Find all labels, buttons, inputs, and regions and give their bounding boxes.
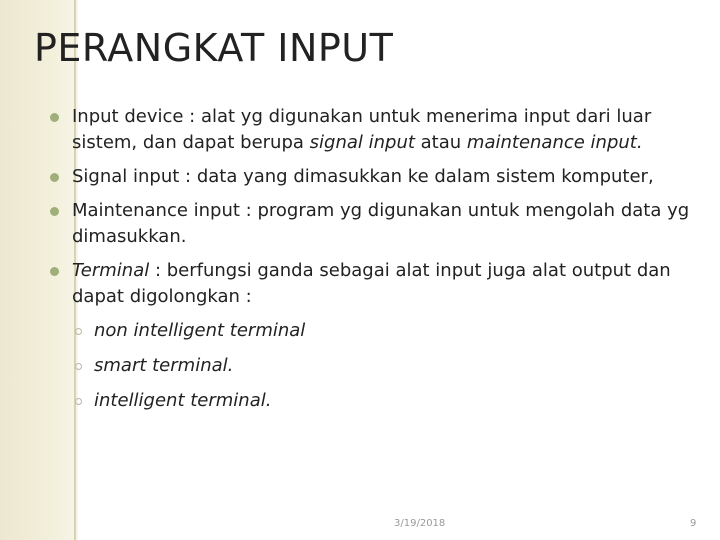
bullet-text: Maintenance input : program yg digunakan untuk mengolah data yg dimasukkan. — [72, 200, 690, 247]
bullet-marker — [50, 113, 59, 122]
bullet-item-signal-input — [50, 164, 690, 190]
bullet-item-maintenance-input — [50, 198, 690, 250]
bullet-text — [72, 104, 690, 156]
sub-bullet-item — [72, 353, 690, 379]
bullet-text-segment: Input device : alat yg digunakan untuk menerima input dari luar sistem, dan dapat berupa — [72, 106, 652, 153]
sub-bullet-item — [72, 388, 690, 414]
bullet-item-terminal — [50, 258, 690, 414]
slide-title: PERANGKAT INPUT — [34, 26, 394, 70]
bullet-marker — [50, 173, 59, 182]
footer-page-number: 9 — [690, 518, 697, 529]
sub-bullet-marker — [75, 328, 82, 335]
sub-bullet-text: smart terminal. — [94, 355, 234, 376]
bullet-list — [50, 104, 690, 423]
bullet-text-segment-italic: signal input — [309, 132, 415, 153]
bullet-text-segment: atau — [414, 132, 467, 153]
bullet-text: Signal input : data yang dimasukkan ke dalam sistem komputer, — [72, 166, 654, 187]
sub-bullet-marker — [75, 398, 82, 405]
bullet-text-segment-italic: Terminal — [72, 260, 150, 281]
footer-date: 3/19/2018 — [394, 518, 446, 529]
bullet-marker — [50, 207, 59, 216]
sub-bullet-list — [72, 318, 690, 414]
sub-bullet-item — [72, 318, 690, 344]
bullet-marker — [50, 267, 59, 276]
sub-bullet-text: intelligent terminal. — [94, 390, 272, 411]
bullet-text-segment: : berfungsi ganda sebagai alat input juga alat output dan dapat digolongkan : — [72, 260, 671, 307]
bullet-item-input-device — [50, 104, 690, 156]
bullet-text — [72, 258, 690, 310]
bullet-text-segment-italic: maintenance input. — [466, 132, 643, 153]
sub-bullet-text: non intelligent terminal — [94, 320, 306, 341]
sub-bullet-marker — [75, 363, 82, 370]
